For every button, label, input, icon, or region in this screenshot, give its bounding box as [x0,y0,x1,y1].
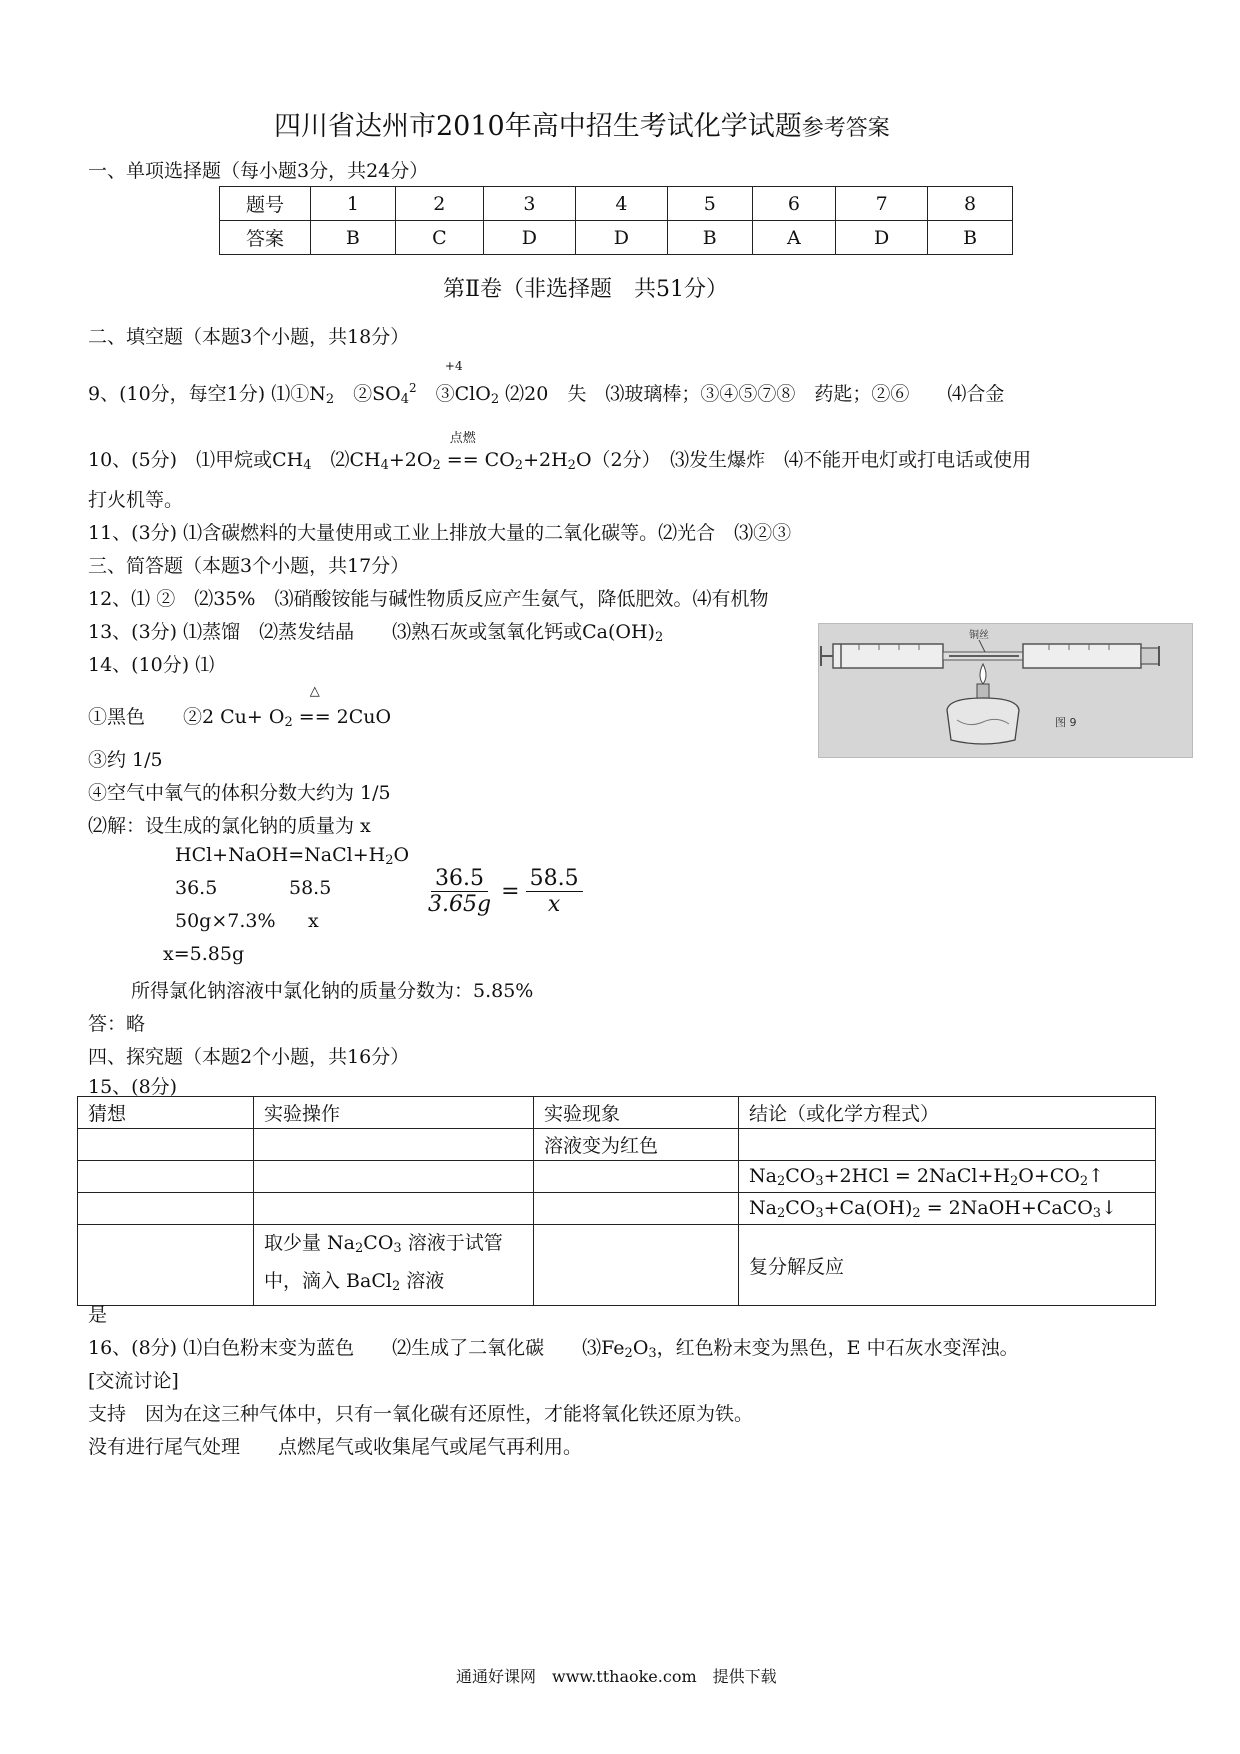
question-14-a3: ③约 1/5 [88,749,163,771]
q10-head: 10、(5分) ⑴甲烷或CH [88,449,304,471]
numerator: 36.5 [431,866,488,892]
proportion-equation [424,866,583,917]
table-cell: 8 [928,187,1013,221]
mass-50g: 50g×7.3% [175,910,276,932]
section-4-heading: 四、探究题（本题2个小题，共16分） [88,1046,410,1068]
question-13: 13、(3分) ⑴蒸馏 ⑵蒸发结晶 ⑶熟石灰或氢氧化钙或$Ca(OH)_2$ [88,621,664,645]
table-cell: 答案 [220,221,311,255]
header-operation: 实验操作 [254,1097,534,1129]
table-row [78,1193,1156,1225]
q9-part2: ②SO [334,383,401,405]
oxidation-mark: +4 [444,359,463,373]
equals-sign: == [446,449,479,471]
wire-label: 铜丝 [969,630,989,641]
q10-part2: ⑵CH [311,449,381,471]
table-row [78,1129,1156,1161]
header-phenomenon: 实验现象 [534,1097,739,1129]
support-statement: 支持 因为在这三种气体中，只有一氧化碳有还原性，才能将氧化铁还原为铁。 [88,1403,754,1425]
table-cell [254,1129,534,1161]
experiment-table [77,1096,1156,1306]
section-1-heading: 一、单项选择题（每小题3分，共24分） [88,160,429,182]
q9-clo2 [416,359,491,406]
footer-credit: 通通好课网 www.tthaoke.com 提供下载 [456,1667,777,1686]
table-cell: 2 [395,187,483,221]
mass-fraction-conclusion: 所得氯化钠溶液中氯化钠的质量分数为：5.85% [131,980,534,1002]
q10-part6: O（2分） ⑶发生爆炸 ⑷不能开电灯或打电话或使用 [575,449,1032,471]
q9-head: 9、(10分，每空1分) ⑴①N [88,383,326,405]
table-cell: $Na_2CO_3+Ca(OH)_2$ = 2NaOH+CaCO$_3$↓ [739,1193,1156,1225]
question-15-head: 15、(8分) [88,1076,178,1098]
formula-part: CO [785,1164,816,1187]
table-cell: 复分解反应 [739,1225,1156,1306]
volume-2-heading: 第Ⅱ卷（非选择题 共51分） [443,277,728,302]
heat-condition [298,684,331,728]
table-cell: B [311,221,396,255]
table-cell: $Na_2CO_3+2HCl$ = $2NaCl+H_2O+CO_2↑$ [739,1161,1156,1193]
reaction-equation: $HCl+NaOH=NaCl+H_2O$ [175,844,410,868]
equation-tail: O [393,844,410,866]
table-cell: A [752,221,835,255]
figure-label: 图 9 [1055,716,1077,729]
fraction-right [526,866,583,917]
fraction-left [424,866,495,917]
table-cell: D [575,221,667,255]
q9-part3: ③ClO [416,383,491,405]
section-3-heading: 三、简答题（本题3个小题，共17分） [88,555,410,577]
question-9: 9、(10分，每空1分) $⑴①N_2$ $②SO_4^2$ +4 ③ClO$_2$ ⑵20 失 ⑶玻璃棒；③④⑤⑦⑧ 药匙；②⑥ ⑷合金 [88,359,1005,407]
table-row [220,187,1013,221]
table-cell [534,1225,739,1306]
gas-arrow-icon: ↑ [1088,1164,1105,1187]
table-cell: 题号 [220,187,311,221]
formula-part: CO [785,1196,816,1219]
page-title [274,104,890,143]
q16-tail: ，红色粉末变为黑色，E 中石灰水变浑浊。 [656,1337,1019,1359]
question-14-a4: ④空气中氧气的体积分数大约为 1/5 [88,782,391,804]
table-row [220,221,1013,255]
q10-part5: +2H [523,449,568,471]
formula-part: O+CO [1018,1164,1080,1187]
table-cell [78,1161,254,1193]
q10-part4: CO [478,449,515,471]
question-14-a5: ⑵解：设生成的氯化钠的质量为 x [88,815,371,837]
question-16: 16、(8分) ⑴白色粉末变为蓝色 ⑵生成了二氧化碳 $⑶Fe_2O_3$，红色粉末变为黑色，E 中石灰水变浑浊。 [88,1337,1019,1361]
table-cell: 7 [836,187,928,221]
header-guess: 猜想 [78,1097,254,1129]
q13-head: 13、(3分) ⑴蒸馏 ⑵蒸发结晶 ⑶熟石灰或氢氧化钙或Ca(OH) [88,621,655,643]
q16-head: 16、(8分) ⑴白色粉末变为蓝色 ⑵生成了二氧化碳 ⑶Fe [88,1337,625,1359]
question-12: 12、⑴ ② ⑵35% ⑶硝酸铵能与碱性物质反应产生氨气，降低肥效。⑷有机物 [88,588,769,610]
table-cell: C [395,221,483,255]
table-row [78,1161,1156,1193]
formula-part: +2HCl = 2NaCl+H [823,1164,1010,1187]
text-part: 取少量 Na [264,1232,355,1254]
mass-x: x [308,910,319,932]
syringe-lamp-diagram [819,624,1192,757]
mass-58-5: 58.5 [289,877,332,899]
formula-part: = 2NaOH+CaCO [920,1196,1093,1219]
text-part: 溶液于试管 [401,1232,503,1254]
discussion-heading: [交流讨论] [88,1370,179,1392]
table-cell [254,1193,534,1225]
result-x: x=5.85g [163,943,245,965]
condition-label: 点燃 [449,431,476,446]
q9-tail: ⑵20 失 ⑶玻璃棒；③④⑤⑦⑧ 药匙；②⑥ ⑷合金 [499,383,1005,405]
tail-gas-statement: 没有进行尾气处理 点燃尾气或收集尾气或尾气再利用。 [88,1436,583,1458]
title-suffix: 参考答案 [801,116,890,141]
question-15-after: 是 [88,1304,108,1326]
title-main: 四川省达州市2010年高中招生考试化学试题 [274,111,802,142]
table-cell: D [483,221,575,255]
q14-a1-text: ①黑色 ②2 Cu+ O [88,706,285,728]
numerator: 58.5 [526,866,583,892]
text-part: CO [363,1232,394,1254]
table-row [78,1225,1156,1306]
q14-a1-product: 2CuO [330,706,392,728]
formula-part: Na [749,1164,777,1187]
equals-sign: = [501,879,520,904]
q16-mid: O [632,1337,649,1359]
table-cell: 溶液变为红色 [534,1129,739,1161]
table-cell: 1 [311,187,396,221]
table-cell [739,1129,1156,1161]
table-cell: 取少量 $Na_2CO_3$ 溶液于试管 中，滴入 BaCl$_2$ 溶液 [254,1225,534,1306]
equation-text: HCl+NaOH=NaCl+H [175,844,386,866]
header-conclusion: 结论（或化学方程式） [739,1097,1156,1129]
delta-icon: △ [309,684,320,699]
table-cell: 5 [667,187,752,221]
table-cell [78,1193,254,1225]
text-part: 溶液 [400,1270,445,1292]
answer-table [219,186,1013,255]
answer-omitted: 答：略 [88,1013,146,1035]
question-14-a1: ①黑色 ②2 $Cu+ O_2$ △ == 2CuO [88,684,392,730]
question-10-line2: 打火机等。 [88,489,184,511]
table-cell: 3 [483,187,575,221]
table-cell: 4 [575,187,667,221]
figure-9-apparatus [818,623,1193,758]
text-part: 中，滴入 BaCl [264,1270,392,1292]
table-cell [78,1225,254,1306]
question-14-head: 14、(10分) ⑴ [88,654,215,676]
table-cell: 6 [752,187,835,221]
question-10: 10、(5分) ⑴甲烷或$CH_4$ $⑵CH_4+2O_2$ 点燃 == $CO_2+2H_2O(2$分） ⑶发生爆炸 ⑷不能开电灯或打电话或使用 [88,445,1031,473]
table-cell [78,1129,254,1161]
mass-36-5: 36.5 [175,877,218,899]
question-11: 11、(3分) ⑴含碳燃料的大量使用或工业上排放大量的二氧化碳等。⑵光合 ⑶②③ [88,522,792,544]
table-cell [534,1161,739,1193]
table-cell [254,1161,534,1193]
formula-part: Na [749,1196,777,1219]
denominator: x [547,892,561,917]
denominator: 3.65g [428,892,492,917]
table-row [78,1097,1156,1129]
q9-charge: 2 [409,381,417,395]
formula-part: +Ca(OH) [823,1196,913,1219]
table-cell: D [836,221,928,255]
table-cell: B [928,221,1013,255]
equals-sign: == [298,706,331,728]
precipitate-arrow-icon: ↓ [1101,1196,1117,1219]
reaction-condition [446,431,479,471]
table-cell [534,1193,739,1225]
q10-part3: +2O [388,449,433,471]
section-2-heading: 二、填空题（本题3个小题，共18分） [88,326,410,348]
table-cell: B [667,221,752,255]
